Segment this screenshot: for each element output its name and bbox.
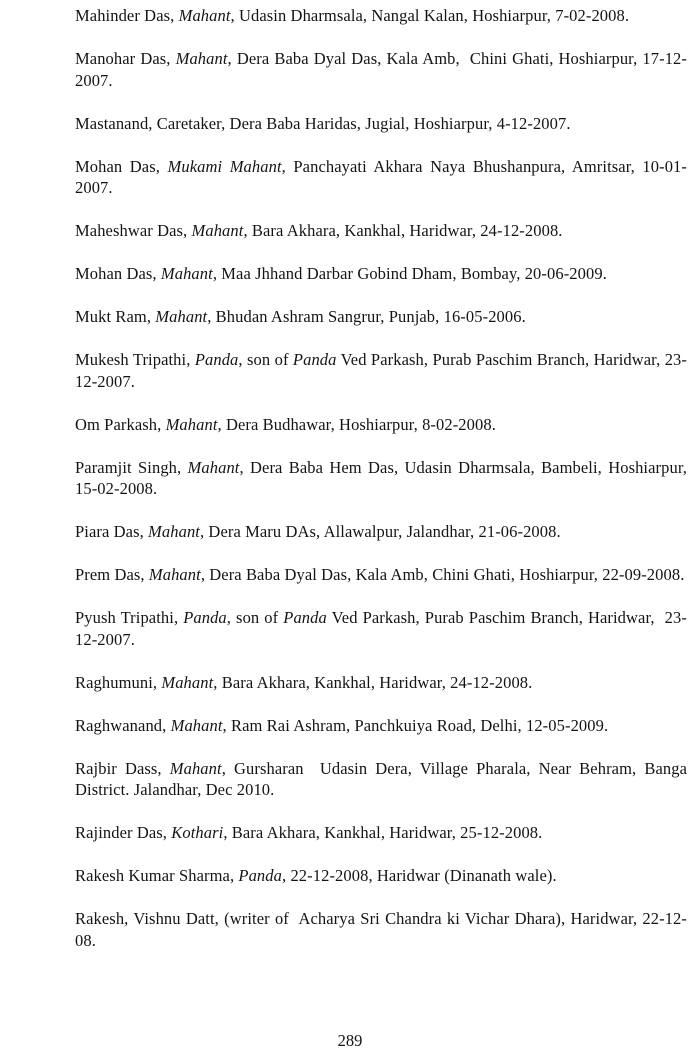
- entry-term-italic: Panda: [183, 608, 227, 627]
- entry-text-segment: Manohar Das,: [75, 49, 176, 68]
- entry-text-segment: Rajbir Dass,: [75, 758, 170, 778]
- entry-term-italic: Mahant: [187, 457, 240, 477]
- entry-text-segment: , Maa Jhhand Darbar Gobind Dham, Bombay, 20-06-2009.: [212, 264, 607, 283]
- bibliography-entry: [75, 113, 687, 135]
- entry-text-segment: Rajinder Das,: [75, 823, 172, 842]
- entry-text-segment: , Bara Akhara, Kankhal, Haridwar, 25-12-2008.: [223, 823, 543, 842]
- entry-term-italic: Mahant: [170, 715, 223, 735]
- bibliography-entry: [75, 715, 687, 737]
- bibliography-entry: [75, 564, 687, 586]
- bibliography-entry: [75, 349, 687, 392]
- bibliography-entry: [75, 822, 687, 844]
- entry-text-segment: , Dera Baba Hem Das, Udasin Dharmsala, Bambeli, Hoshiarpur, 15-02-2008.: [75, 457, 687, 498]
- bibliography-entry: [75, 457, 687, 500]
- entry-term-italic: Mahant: [148, 522, 200, 541]
- entry-text-segment: Raghwanand,: [75, 715, 171, 735]
- entry-term-italic: Panda: [283, 608, 327, 627]
- bibliography-entry: [75, 607, 687, 650]
- bibliography-entry: [75, 5, 687, 27]
- entry-text-segment: , Dera Baba Dyal Das, Kala Amb, Chini Ghati, Hoshiarpur, 22-09-2008.: [200, 565, 685, 584]
- entry-text-segment: , Udasin Dharmsala, Nangal Kalan, Hoshiarpur, 7-02-2008.: [230, 6, 630, 25]
- entry-text-segment: Pyush Tripathi,: [75, 608, 184, 627]
- entry-text-segment: Mahinder Das,: [75, 6, 179, 25]
- bibliography-entry: [75, 263, 687, 285]
- entry-text-segment: Ved Parkash, Purab Paschim Branch, Haridwar, 23-12-2007.: [75, 608, 687, 649]
- entry-text-segment: Maheshwar Das,: [75, 221, 192, 240]
- bibliography-entry: [75, 414, 687, 436]
- entry-text-segment: Rakesh Kumar Sharma,: [75, 866, 239, 885]
- entry-text-segment: , Dera Maru DAs, Allawalpur, Jalandhar, 21-06-2008.: [199, 522, 561, 541]
- entry-text-segment: Prem Das,: [75, 565, 149, 584]
- bibliography-entry: [75, 908, 687, 951]
- entry-term-italic: Mahant: [169, 758, 222, 778]
- entry-term-italic: Mahant: [165, 414, 218, 434]
- entry-text-segment: Om Parkash,: [75, 414, 166, 434]
- entry-text-segment: , Bhudan Ashram Sangrur, Punjab, 16-05-2006.: [207, 307, 526, 326]
- entry-text-segment: Ved Parkash, Purab Paschim Branch, Haridwar, 23-12-2007.: [75, 350, 687, 391]
- entry-term-italic: Mahant: [175, 49, 228, 68]
- entry-term-italic: Kothari: [171, 823, 224, 842]
- entry-term-italic: Panda: [194, 350, 239, 369]
- entry-term-italic: Mahant: [178, 6, 231, 25]
- bibliography-entry: [75, 48, 687, 91]
- entry-text-segment: Mohan Das,: [75, 156, 168, 176]
- bibliography-entry: [75, 672, 687, 694]
- page-number: 289: [337, 1031, 363, 1050]
- entry-term-italic: Mukami Mahant: [167, 156, 282, 176]
- bibliography-entry: [75, 758, 687, 801]
- entry-text-segment: , son of: [226, 608, 284, 627]
- entry-term-italic: Mahant: [155, 307, 208, 326]
- entry-text-segment: , Dera Budhawar, Hoshiarpur, 8-02-2008.: [217, 414, 496, 434]
- bibliography-entry: [75, 306, 687, 328]
- entry-term-italic: Panda: [292, 350, 337, 369]
- entry-text-segment: Paramjit Singh,: [75, 457, 188, 477]
- entry-text-segment: Mukt Ram,: [75, 307, 156, 326]
- entry-text-segment: , Gursharan Udasin Dera, Village Pharala, Near Behram, Banga District. Jalandhar, Dec 2010.: [75, 758, 687, 799]
- entry-text-segment: , Panchayati Akhara Naya Bhushanpura, Amritsar, 10-01-2007.: [75, 156, 687, 197]
- entry-text-segment: , Dera Baba Dyal Das, Kala Amb, Chini Ghati, Hoshiarpur, 17-12-2007.: [75, 49, 687, 90]
- entry-term-italic: Mahant: [160, 264, 213, 283]
- entry-text-segment: Rakesh, Vishnu Datt, (writer of Acharya Sri Chandra ki Vichar Dhara), Haridwar, 22-12-08.: [75, 909, 687, 950]
- entry-text-segment: Mastanand, Caretaker, Dera Baba Haridas, Jugial, Hoshiarpur, 4-12-2007.: [75, 113, 571, 133]
- entry-text-segment: Mohan Das,: [75, 264, 161, 283]
- entry-text-segment: , son of: [238, 350, 293, 369]
- entry-term-italic: Mahant: [161, 672, 214, 692]
- entry-term-italic: Mahant: [191, 221, 244, 240]
- entry-text-segment: Raghumuni,: [75, 672, 162, 692]
- entry-text-segment: Mukesh Tripathi,: [75, 350, 195, 369]
- bibliography-entry: [75, 521, 687, 543]
- bibliography-entry: [75, 156, 687, 199]
- entry-text-segment: , 22-12-2008, Haridwar (Dinanath wale).: [282, 866, 557, 885]
- bibliography-entry: [75, 865, 687, 887]
- entry-text-segment: , Bara Akhara, Kankhal, Haridwar, 24-12-2008.: [243, 221, 563, 240]
- bibliography-entry: [75, 220, 687, 242]
- entry-text-segment: , Ram Rai Ashram, Panchkuiya Road, Delhi, 12-05-2009.: [222, 715, 609, 735]
- entry-text-segment: , Bara Akhara, Kankhal, Haridwar, 24-12-2008.: [213, 672, 533, 692]
- entry-text-segment: Piara Das,: [75, 522, 149, 541]
- entry-term-italic: Panda: [238, 866, 282, 885]
- entry-term-italic: Mahant: [148, 565, 201, 584]
